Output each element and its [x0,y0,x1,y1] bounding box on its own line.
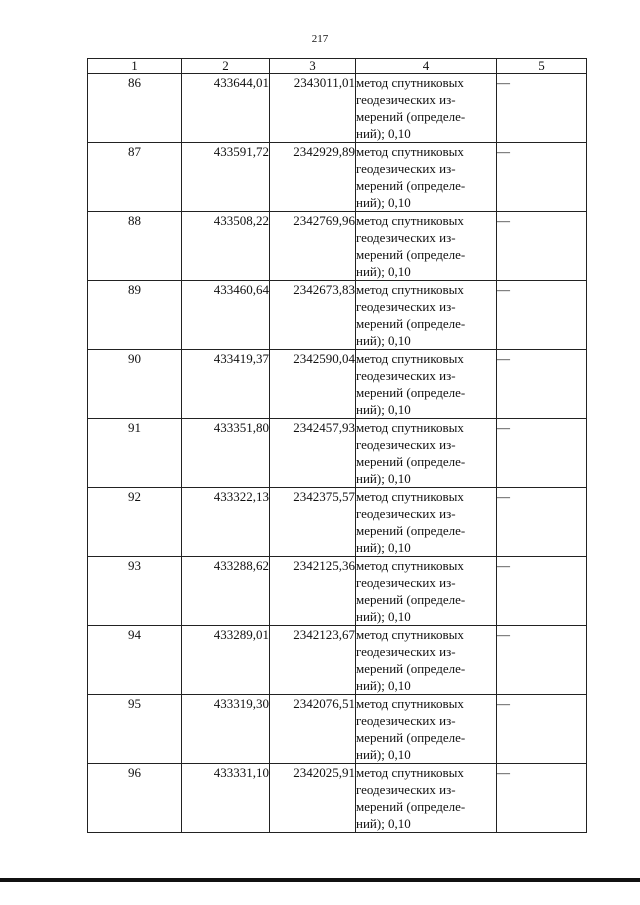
y-coordinate-cell: 2342076,51 [270,695,356,764]
column-header-5: 5 [497,59,587,74]
table-row [88,557,587,626]
method-text-line: ний); 0,10 [356,609,411,624]
page-number: 217 [311,33,329,45]
table-row [88,626,587,695]
method-text-line: метод спутниковых [356,420,464,435]
x-coordinate-cell: 433319,30 [182,695,270,764]
note-cell: — [497,626,587,695]
note-cell: — [497,281,587,350]
method-cell [356,74,497,143]
x-coordinate-cell: 433331,10 [182,764,270,833]
point-number-cell: 92 [88,488,182,557]
table-row [88,143,587,212]
point-number-cell: 88 [88,212,182,281]
method-cell [356,350,497,419]
method-text-line: мерений (определе- [356,661,466,676]
method-text-line: метод спутниковых [356,489,464,504]
note-cell: — [497,488,587,557]
method-text-line: ний); 0,10 [356,471,411,486]
table-row [88,74,587,143]
method-text-line: ний); 0,10 [356,747,411,762]
method-text-line: ний); 0,10 [356,333,411,348]
column-header-1: 1 [88,59,182,74]
note-cell: — [497,557,587,626]
method-text-line: метод спутниковых [356,213,464,228]
table-row [88,419,587,488]
x-coordinate-cell: 433508,22 [182,212,270,281]
method-cell [356,695,497,764]
method-cell [356,626,497,695]
note-cell: — [497,74,587,143]
point-number-cell: 95 [88,695,182,764]
method-text-line: мерений (определе- [356,730,466,745]
x-coordinate-cell: 433322,13 [182,488,270,557]
x-coordinate-cell: 433351,80 [182,419,270,488]
x-coordinate-cell: 433419,37 [182,350,270,419]
y-coordinate-cell: 2342673,83 [270,281,356,350]
method-text-line: геодезических из- [356,506,456,521]
method-cell [356,557,497,626]
bottom-rule [0,878,640,882]
y-coordinate-cell: 2342025,91 [270,764,356,833]
method-text-line: метод спутниковых [356,144,464,159]
note-cell: — [497,350,587,419]
method-text-line: мерений (определе- [356,592,466,607]
table-row [88,488,587,557]
method-text-line: метод спутниковых [356,282,464,297]
x-coordinate-cell: 433460,64 [182,281,270,350]
method-text-line: метод спутниковых [356,351,464,366]
note-cell: — [497,419,587,488]
table-row [88,281,587,350]
note-cell: — [497,143,587,212]
table-header-row [88,59,587,74]
method-text-line: метод спутниковых [356,765,464,780]
method-cell [356,143,497,212]
y-coordinate-cell: 2342769,96 [270,212,356,281]
method-text-line: мерений (определе- [356,799,466,814]
method-text-line: геодезических из- [356,575,456,590]
x-coordinate-cell: 433289,01 [182,626,270,695]
method-text-line: метод спутниковых [356,75,464,90]
method-text-line: геодезических из- [356,644,456,659]
x-coordinate-cell: 433591,72 [182,143,270,212]
method-text-line: геодезических из- [356,782,456,797]
method-text-line: ний); 0,10 [356,195,411,210]
point-number-cell: 94 [88,626,182,695]
method-text-line: мерений (определе- [356,316,466,331]
y-coordinate-cell: 2342375,57 [270,488,356,557]
coordinates-table [87,58,587,833]
note-cell: — [497,764,587,833]
method-text-line: ний); 0,10 [356,816,411,831]
method-text-line: мерений (определе- [356,523,466,538]
method-cell [356,212,497,281]
method-text-line: метод спутниковых [356,627,464,642]
method-text-line: мерений (определе- [356,178,466,193]
point-number-cell: 91 [88,419,182,488]
y-coordinate-cell: 2342123,67 [270,626,356,695]
method-cell [356,419,497,488]
method-cell [356,488,497,557]
method-text-line: геодезических из- [356,230,456,245]
table-row [88,695,587,764]
method-cell [356,281,497,350]
method-cell [356,764,497,833]
method-text-line: мерений (определе- [356,109,466,124]
method-text-line: геодезических из- [356,299,456,314]
method-text-line: мерений (определе- [356,454,466,469]
point-number-cell: 89 [88,281,182,350]
method-text-line: геодезических из- [356,92,456,107]
table-row [88,212,587,281]
point-number-cell: 96 [88,764,182,833]
method-text-line: мерений (определе- [356,247,466,262]
method-text-line: ний); 0,10 [356,678,411,693]
column-header-4: 4 [356,59,497,74]
point-number-cell: 87 [88,143,182,212]
y-coordinate-cell: 2342457,93 [270,419,356,488]
method-text-line: метод спутниковых [356,558,464,573]
method-text-line: ний); 0,10 [356,264,411,279]
method-text-line: геодезических из- [356,161,456,176]
y-coordinate-cell: 2343011,01 [270,74,356,143]
table-row [88,764,587,833]
note-cell: — [497,695,587,764]
method-text-line: ний); 0,10 [356,126,411,141]
x-coordinate-cell: 433644,01 [182,74,270,143]
column-header-2: 2 [182,59,270,74]
method-text-line: ний); 0,10 [356,402,411,417]
y-coordinate-cell: 2342590,04 [270,350,356,419]
point-number-cell: 86 [88,74,182,143]
method-text-line: геодезических из- [356,437,456,452]
method-text-line: геодезических из- [356,713,456,728]
x-coordinate-cell: 433288,62 [182,557,270,626]
point-number-cell: 93 [88,557,182,626]
method-text-line: мерений (определе- [356,385,466,400]
y-coordinate-cell: 2342929,89 [270,143,356,212]
column-header-3: 3 [270,59,356,74]
note-cell: — [497,212,587,281]
method-text-line: геодезических из- [356,368,456,383]
method-text-line: метод спутниковых [356,696,464,711]
y-coordinate-cell: 2342125,36 [270,557,356,626]
method-text-line: ний); 0,10 [356,540,411,555]
point-number-cell: 90 [88,350,182,419]
table-row [88,350,587,419]
